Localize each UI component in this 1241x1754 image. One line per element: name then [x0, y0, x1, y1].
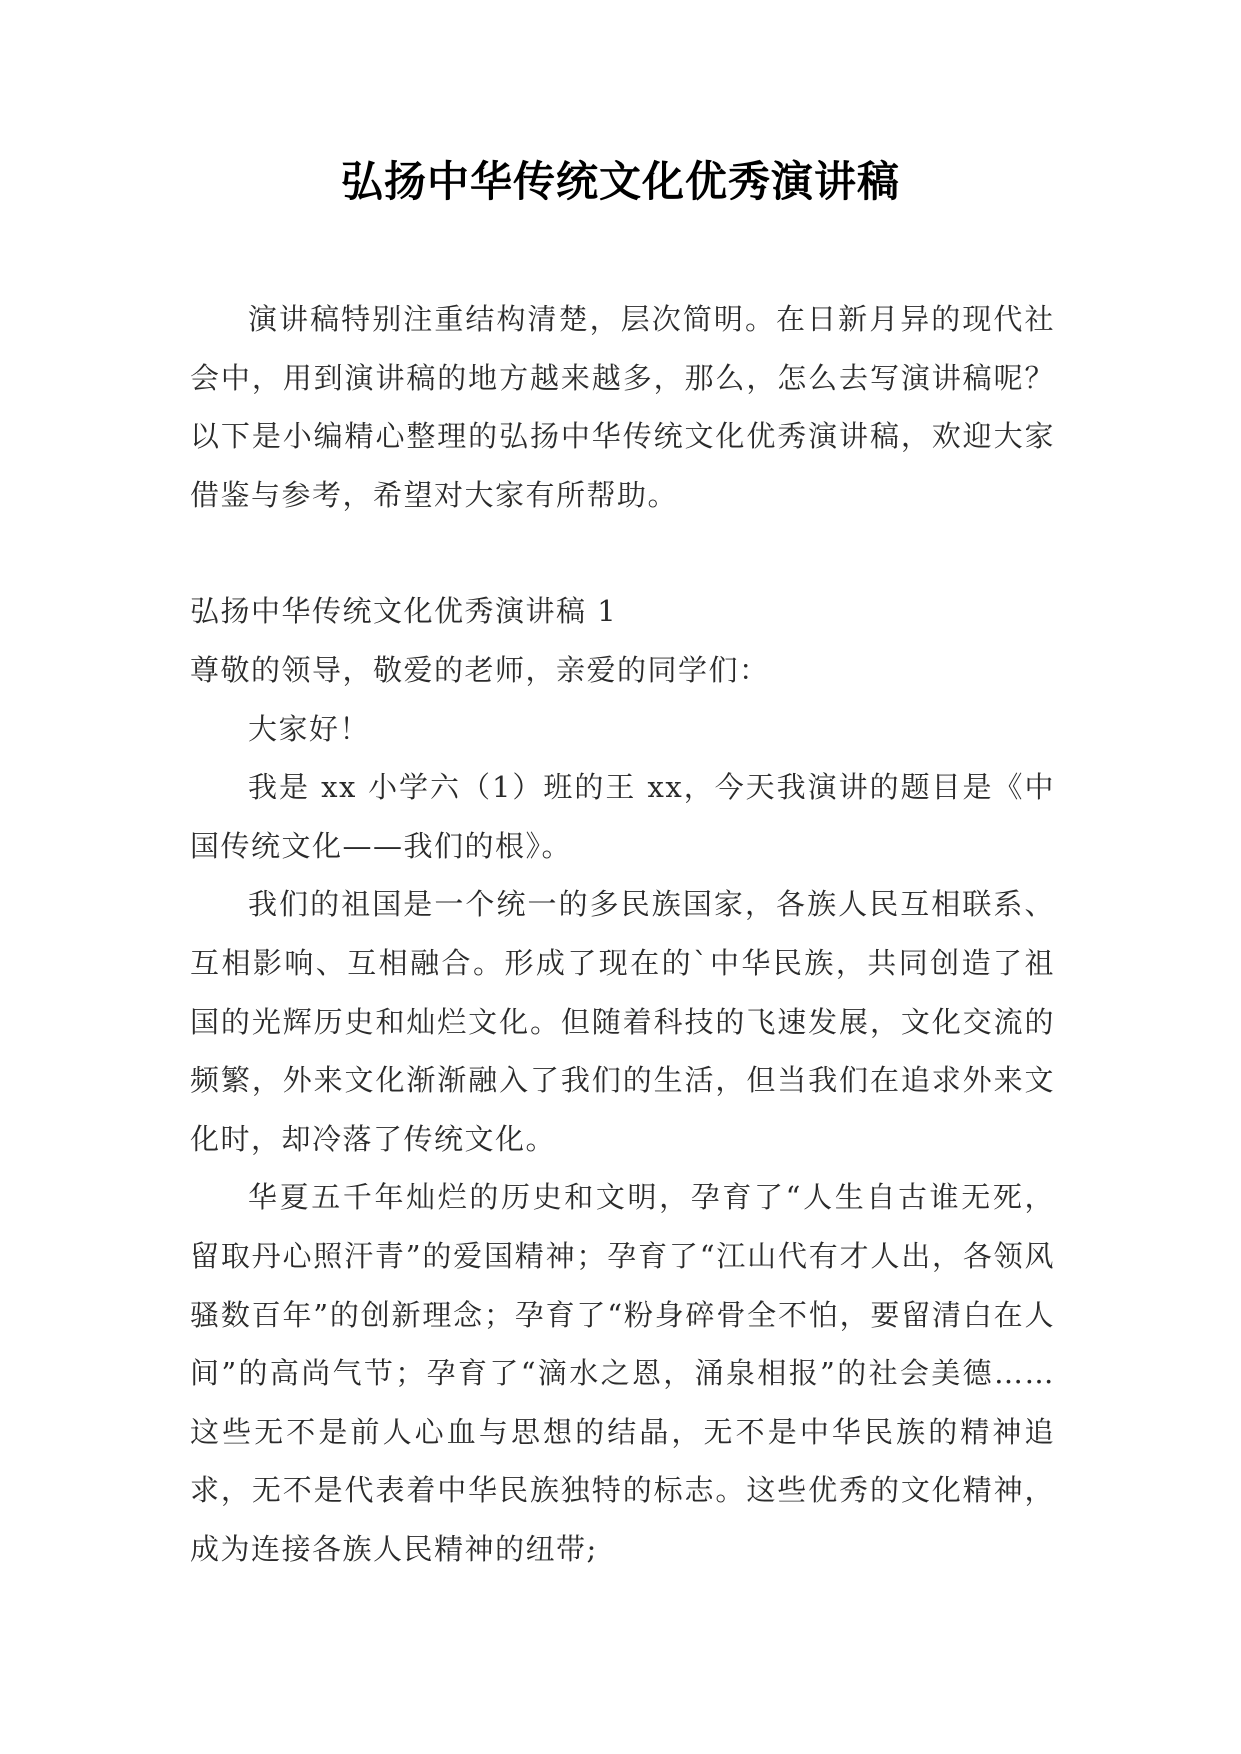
section-heading: 弘扬中华传统文化优秀演讲稿 1 [190, 594, 618, 629]
salutation: 尊敬的领导，敬爱的老师，亲爱的同学们： [190, 652, 770, 687]
document-body [190, 290, 1055, 1578]
body-paragraph: 我是 xx 小学六（1）班的王 xx，今天我演讲的题目是《中国传统文化——我们的根》。 [190, 770, 1055, 863]
document-title: 弘扬中华传统文化优秀演讲稿 [340, 157, 900, 206]
paragraph-gap [190, 524, 1055, 582]
body-paragraph: 华夏五千年灿烂的历史和文明，孕育了“人生自古谁无死，留取丹心照汗青”的爱国精神；孕育了“江山代有才人出，各领风骚数百年”的创新理念；孕育了“粉身碎骨全不怕，要留清白在人间”的高尚气节；孕育了“滴水之恩，涌泉相报”的社会美德……这些无不是前人心血与思想的结晶，无不是中华民族的精神追求，无不是代表着中华民族独特的标志。这些优秀的文化精神，成为连接各族人民精神的纽带; [190, 1180, 1055, 1566]
greeting: 大家好！ [248, 711, 371, 746]
intro-paragraph: 演讲稿特别注重结构清楚，层次简明。在日新月异的现代社会中，用到演讲稿的地方越来越多，那么，怎么去写演讲稿呢？以下是小编精心整理的弘扬中华传统文化优秀演讲稿，欢迎大家借鉴与参考，希望对大家有所帮助。 [190, 302, 1055, 512]
body-paragraph: 我们的祖国是一个统一的多民族国家，各族人民互相联系、互相影响、互相融合。形成了现在的`中华民族，共同创造了祖国的光辉历史和灿烂文化。但随着科技的飞速发展，文化交流的频繁，外来文化渐渐融入了我们的生活，但当我们在追求外来文化时，却冷落了传统文化。 [190, 887, 1055, 1156]
